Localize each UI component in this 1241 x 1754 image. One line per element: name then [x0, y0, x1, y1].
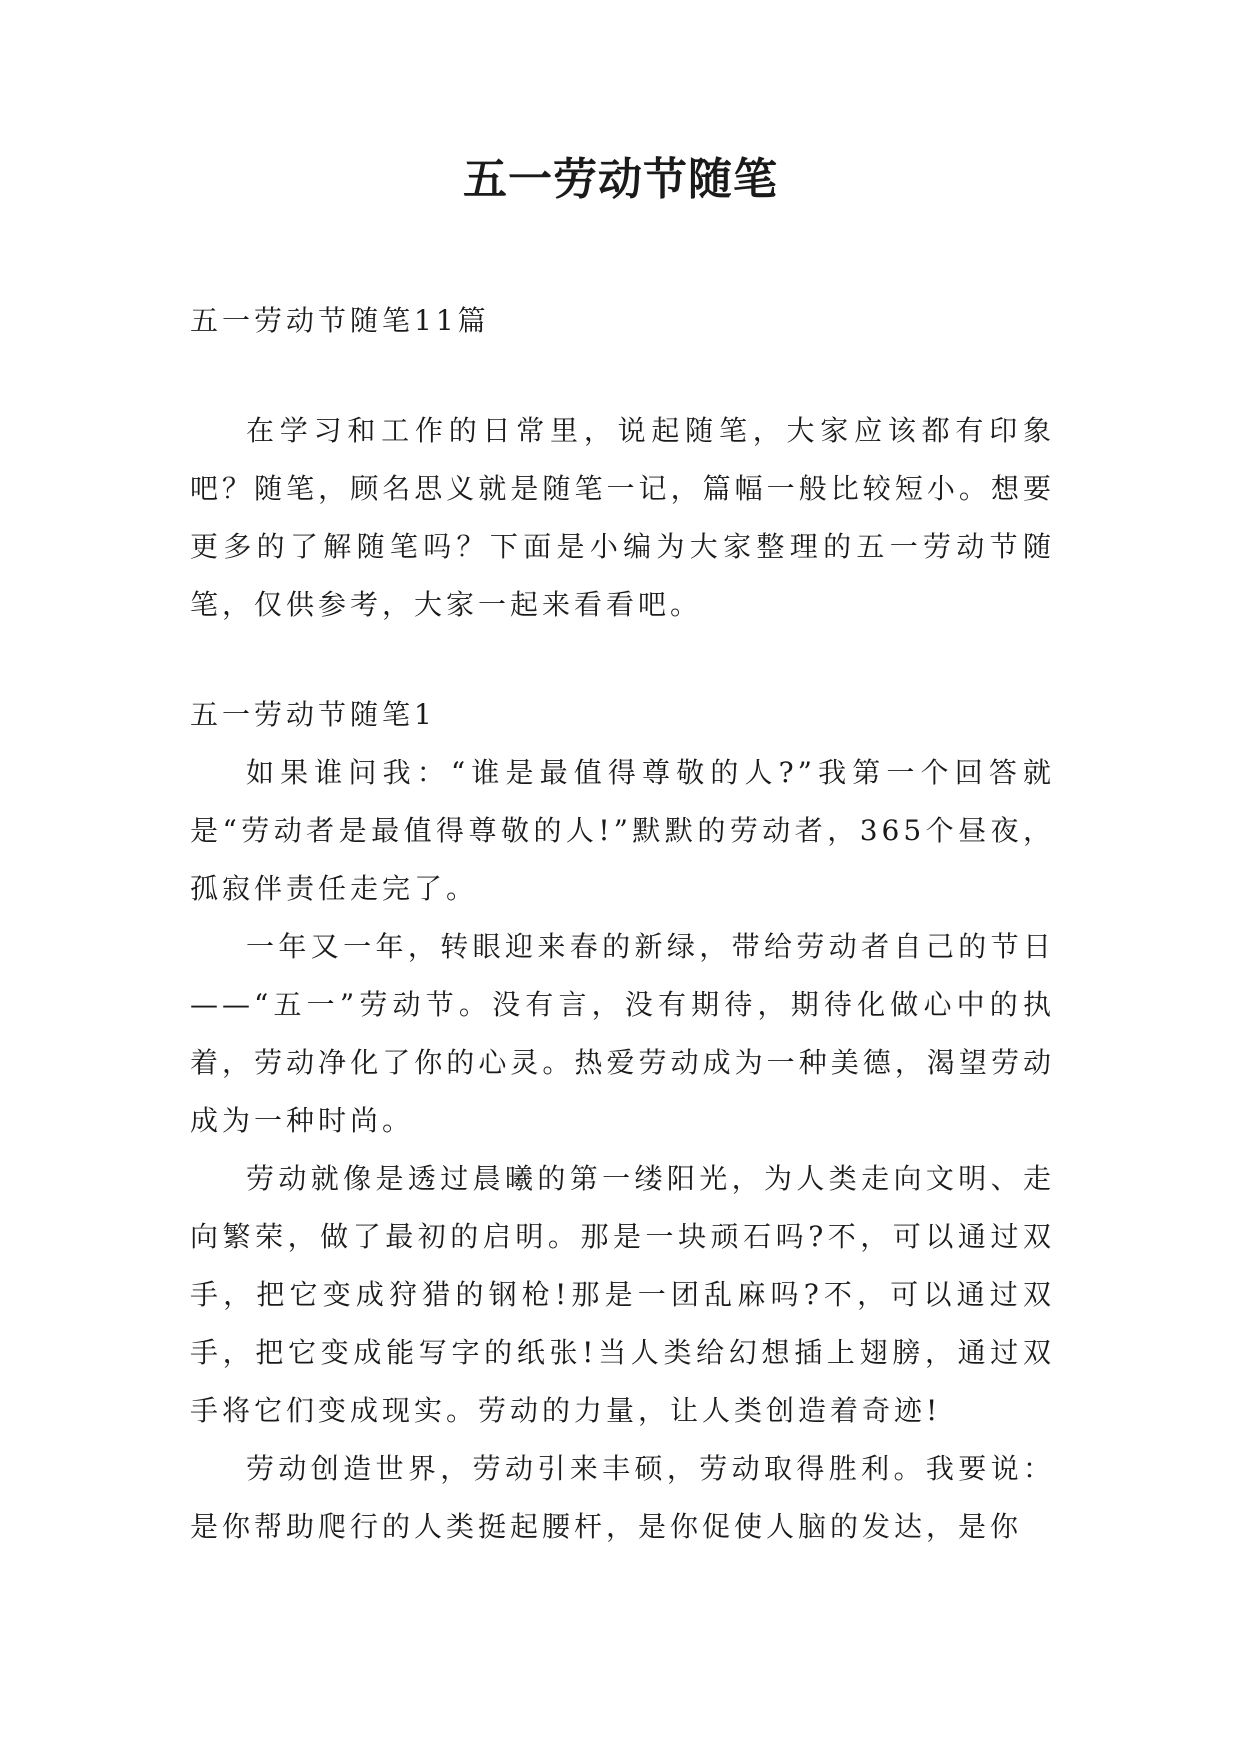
section-title: 五一劳动节随笔1	[190, 698, 436, 731]
document-title: 五一劳动节随笔	[463, 154, 778, 205]
document-subtitle: 五一劳动节随笔11篇	[190, 304, 490, 337]
body-paragraph: 一年又一年，转眼迎来春的新绿，带给劳动者自己的节日——“五一”劳动节。没有言，没有期待，期待化做心中的执着，劳动净化了你的心灵。热爱劳动成为一种美德，渴望劳动成为一种时尚。	[190, 930, 1055, 1137]
body-paragraph: 劳动就像是透过晨曦的第一缕阳光，为人类走向文明、走向繁荣，做了最初的启明。那是一块顽石吗?不，可以通过双手，把它变成狩猎的钢枪!那是一团乱麻吗?不，可以通过双手，把它变成能写字的纸张!当人类给幻想插上翅膀，通过双手将它们变成现实。劳动的力量，让人类创造着奇迹!	[190, 1162, 1055, 1427]
body-paragraph: 劳动创造世界，劳动引来丰硕，劳动取得胜利。我要说：是你帮助爬行的人类挺起腰杆，是你促使人脑的发达，是你	[190, 1452, 1055, 1543]
intro-paragraph: 在学习和工作的日常里，说起随笔，大家应该都有印象吧？随笔，顾名思义就是随笔一记，篇幅一般比较短小。想要更多的了解随笔吗？下面是小编为大家整理的五一劳动节随笔，仅供参考，大家一起来看看吧。	[190, 414, 1055, 621]
body-paragraph: 如果谁问我：“谁是最值得尊敬的人?”我第一个回答就是“劳动者是最值得尊敬的人!”默默的劳动者，365个昼夜，孤寂伴责任走完了。	[190, 756, 1055, 905]
document-body	[190, 292, 1055, 1556]
